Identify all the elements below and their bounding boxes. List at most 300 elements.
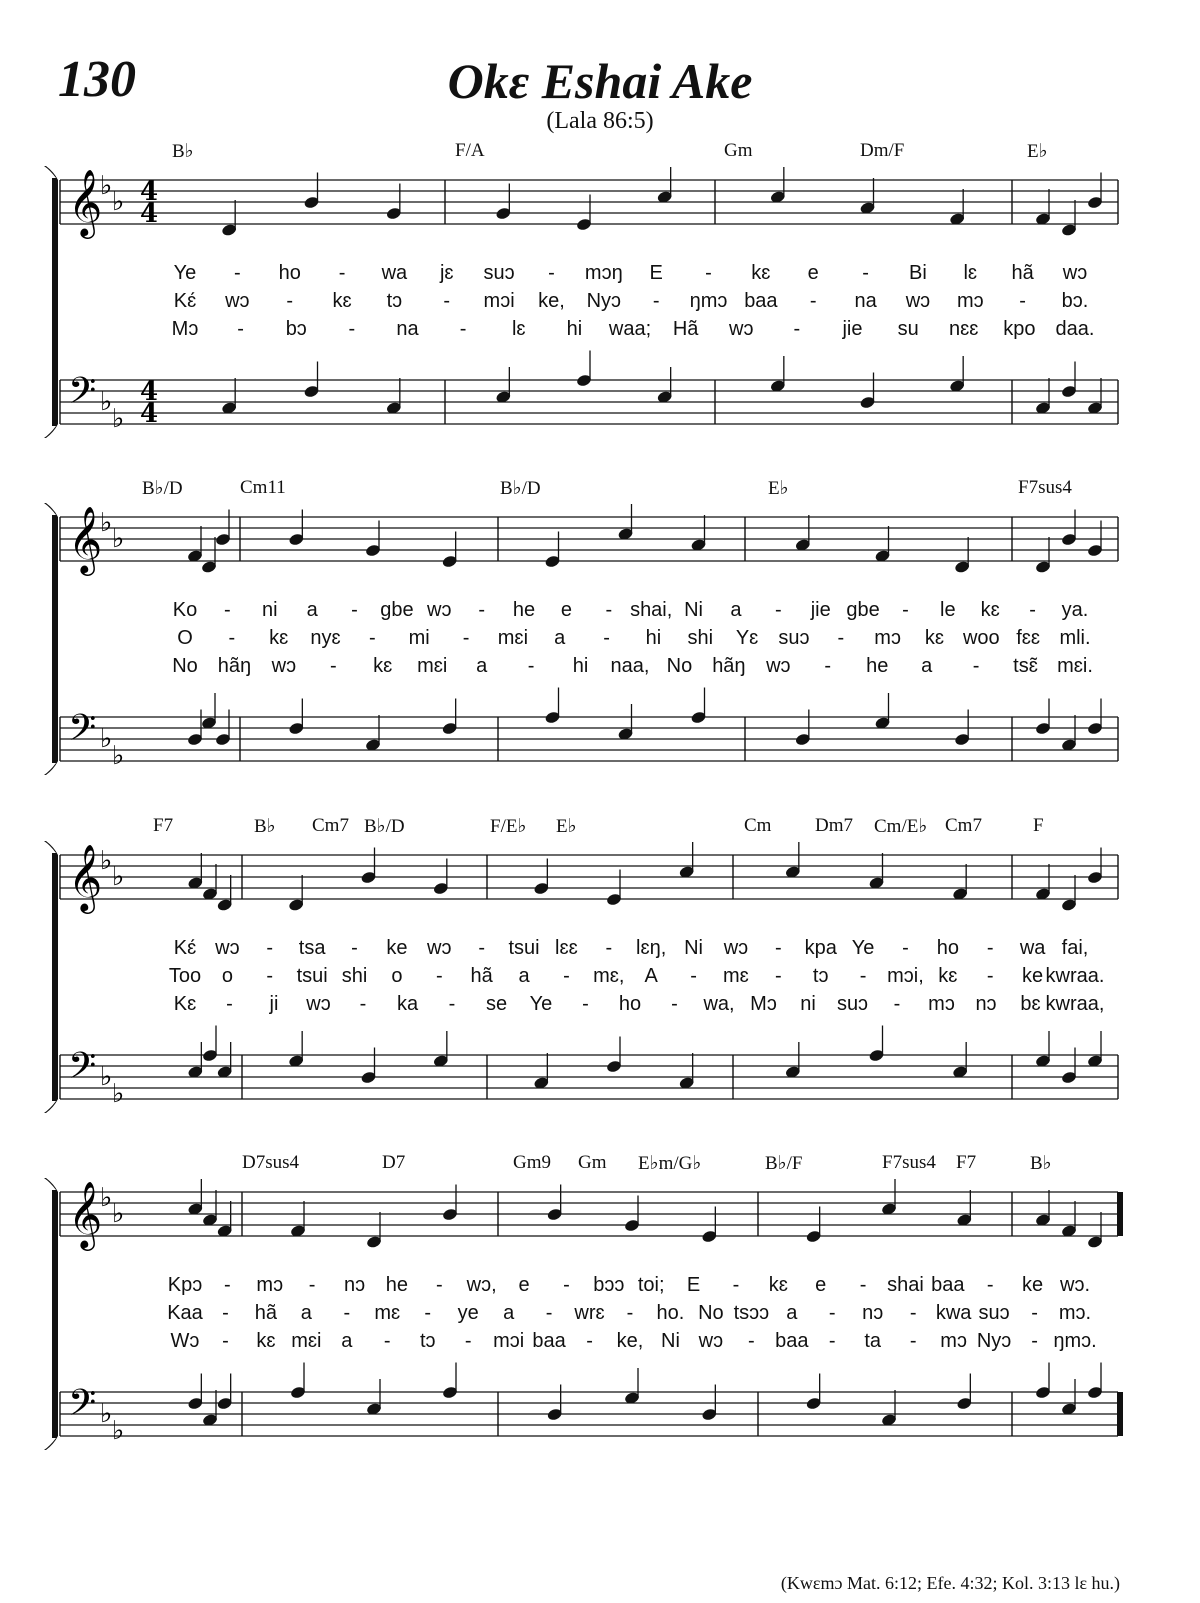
lyric-syllable-verse-1: Ye (851, 937, 875, 959)
lyric-syllable-verse-3: Kɛ (173, 993, 197, 1015)
lyric-syllable-verse-1: - (563, 1274, 570, 1296)
lyric-syllable-verse-2: - (369, 627, 376, 649)
lyric-syllable-verse-3: a (341, 1330, 353, 1352)
lyric-syllable-verse-3: ji (269, 993, 279, 1015)
chord-symbol: Cm (744, 815, 772, 836)
lyric-syllable-verse-3: wɔ (729, 318, 754, 340)
flat-sign: ♭ (112, 404, 125, 434)
lyric-syllable-verse-1: - (774, 937, 782, 959)
lyric-syllable-verse-1: toi; (637, 1274, 665, 1296)
lyric-syllable-verse-1: hã (1011, 262, 1034, 284)
flat-sign: ♭ (100, 387, 113, 417)
lyric-syllable-verse-2: wɔ (225, 290, 250, 312)
lyric-syllable-verse-3: hi (566, 318, 583, 340)
chord-symbol: Cm11 (240, 477, 286, 498)
hymn-title: Okɛ Eshai Ake (447, 53, 753, 109)
lyric-syllable-verse-1: lɛŋ, (636, 937, 667, 959)
lyric-syllable-verse-1: Ye (173, 262, 197, 284)
lyric-syllable-verse-2: ke, (538, 290, 565, 312)
bass-clef: 𝄢 (68, 1382, 97, 1433)
chord-symbol: E♭ (1027, 141, 1048, 162)
flat-sign: ♭ (100, 171, 113, 201)
chord-symbol: F/E♭ (490, 816, 527, 837)
lyric-syllable-verse-1: - (224, 1274, 231, 1296)
lyric-syllable-verse-2: a (300, 1302, 312, 1324)
lyric-syllable-verse-3: su (897, 318, 919, 340)
lyric-syllable-verse-2: kwa (935, 1302, 972, 1324)
lyric-syllable-verse-3: baa (775, 1330, 809, 1352)
chord-symbol: B♭/D (142, 478, 183, 499)
lyric-syllable-verse-3: - (237, 318, 244, 340)
lyric-syllable-verse-2: o (391, 965, 403, 987)
lyric-syllable-verse-2: kɛ (269, 627, 289, 649)
lyric-syllable-verse-1: - (605, 937, 613, 959)
lyric-syllable-verse-1: nɔ (343, 1274, 366, 1296)
lyric-syllable-verse-2: - (652, 290, 660, 312)
lyric-syllable-verse-1: he (385, 1274, 409, 1296)
lyric-syllable-verse-1: Ko (172, 599, 198, 621)
lyric-syllable-verse-3: wa, (703, 993, 735, 1015)
chord-symbol: F/A (455, 140, 485, 161)
lyric-syllable-verse-2: mli. (1059, 627, 1091, 649)
lyric-syllable-verse-3: - (893, 993, 901, 1015)
lyric-syllable-verse-1: wɔ. (1060, 1274, 1090, 1296)
lyric-syllable-verse-2: - (603, 627, 610, 649)
lyric-syllable-verse-2: kɛ (332, 290, 352, 312)
lyric-syllable-verse-1: wɔ (427, 599, 452, 621)
final-barline (1117, 1392, 1123, 1436)
lyric-syllable-verse-3: kɛ (256, 1330, 276, 1352)
lyric-syllable-verse-3: ka (396, 993, 419, 1015)
lyric-syllable-verse-3: ke, (616, 1330, 644, 1352)
lyric-syllable-verse-2: na (854, 290, 877, 312)
lyric-syllable-verse-1: fai, (1061, 937, 1089, 959)
lyric-syllable-verse-1: ni (261, 599, 278, 621)
flat-sign: ♭ (112, 862, 125, 892)
lyric-syllable-verse-2: mɛ, (593, 965, 625, 987)
lyric-syllable-verse-3: - (582, 993, 589, 1015)
flat-sign: ♭ (100, 846, 113, 876)
lyric-syllable-verse-2: Too (168, 965, 202, 987)
lyric-syllable-verse-1: mɔ (256, 1274, 284, 1296)
lyric-syllable-verse-1: - (859, 1274, 867, 1296)
flat-sign: ♭ (112, 1199, 125, 1229)
lyric-syllable-verse-2: ho. (656, 1302, 685, 1324)
lyric-syllable-verse-2: hã (470, 965, 493, 987)
lyric-syllable-verse-2: mɛi (497, 627, 529, 649)
lyric-syllable-verse-3: Mɔ (171, 318, 199, 340)
lyric-syllable-verse-3: Nyɔ (976, 1330, 1012, 1352)
lyric-syllable-verse-1: suɔ (483, 262, 515, 284)
flat-sign: ♭ (100, 1399, 113, 1429)
lyric-syllable-verse-1: lɛ (963, 262, 978, 284)
lyric-syllable-verse-2: - (266, 965, 274, 987)
lyric-syllable-verse-3: lɛ (511, 318, 526, 340)
lyric-syllable-verse-1: - (548, 262, 555, 284)
lyric-syllable-verse-2: O (177, 627, 193, 649)
time-signature: 4 (140, 399, 159, 429)
lyric-syllable-verse-2: mɛ (374, 1302, 401, 1324)
lyric-syllable-verse-2: shi (341, 965, 368, 987)
bass-clef: 𝄢 (68, 370, 97, 421)
lyric-syllable-verse-2: - (690, 965, 697, 987)
flat-sign: ♭ (112, 1079, 125, 1109)
staff-system-3 (0, 843, 1200, 1125)
lyric-syllable-verse-2: - (343, 1302, 351, 1324)
treble-clef: 𝄞 (68, 168, 103, 236)
lyric-syllable-verse-3: - (793, 318, 801, 340)
lyric-syllable-verse-3: - (383, 1330, 391, 1352)
lyric-syllable-verse-3: hãŋ (217, 655, 252, 677)
lyric-syllable-verse-1: - (862, 262, 869, 284)
lyric-syllable-verse-2: a (786, 1302, 798, 1324)
lyric-syllable-verse-3: wɔ (766, 655, 791, 677)
chord-symbol: Cm/E♭ (874, 816, 928, 837)
lyric-syllable-verse-3: No (172, 655, 198, 677)
lyric-syllable-verse-3: - (824, 655, 832, 677)
lyric-syllable-verse-1: - (478, 937, 485, 959)
lyric-syllable-verse-1: kɛ (751, 262, 771, 284)
lyric-syllable-verse-1: ya. (1061, 599, 1089, 621)
chord-symbol: E♭ (556, 816, 577, 837)
lyric-syllable-verse-1: - (732, 1274, 740, 1296)
lyric-syllable-verse-3: - (359, 993, 367, 1015)
lyric-syllable-verse-1: - (902, 599, 909, 621)
lyric-syllable-verse-1: E (686, 1274, 701, 1296)
lyric-syllable-verse-1: - (338, 262, 346, 284)
lyric-syllable-verse-2: wrɛ (574, 1302, 605, 1324)
chord-symbol: F7 (153, 815, 174, 836)
lyric-syllable-verse-3: tɔ (419, 1330, 436, 1352)
lyric-syllable-verse-3: ni (800, 993, 816, 1015)
lyric-syllable-verse-2: - (545, 1302, 553, 1324)
lyric-syllable-verse-2: - (424, 1302, 432, 1324)
lyric-syllable-verse-3: Mɔ (750, 993, 777, 1015)
chord-symbol: Gm (578, 1152, 607, 1173)
lyric-syllable-verse-2: nɔ (862, 1302, 884, 1324)
lyric-syllable-verse-2: wɔ (905, 290, 931, 312)
flat-sign: ♭ (112, 741, 125, 771)
lyric-syllable-verse-2: Nyɔ (586, 290, 622, 312)
lyric-syllable-verse-3: wɔ (271, 655, 297, 677)
lyric-syllable-verse-3: baa (532, 1330, 566, 1352)
lyric-syllable-verse-2: - (228, 627, 236, 649)
chord-symbol: E♭m/G♭ (638, 1153, 702, 1174)
chord-symbol: B♭ (172, 141, 194, 162)
lyric-syllable-verse-3: na (396, 318, 419, 340)
chord-symbol: Gm9 (513, 1152, 551, 1173)
lyric-syllable-verse-1: shai, (630, 599, 673, 621)
lyric-syllable-verse-3: - (226, 993, 233, 1015)
lyric-syllable-verse-3: waa; (608, 318, 652, 340)
lyric-syllable-verse-2: hi (645, 627, 662, 649)
lyric-syllable-verse-1: - (605, 599, 613, 621)
scripture-footnote: (Kwɛmɔ Mat. 6:12; Efe. 4:32; Kol. 3:13 lɛ hu.) (780, 1573, 1120, 1593)
lyric-syllable-verse-2: - (1031, 1302, 1038, 1324)
lyric-syllable-verse-1: wɔ (427, 937, 452, 959)
lyric-syllable-verse-1: a (730, 599, 742, 621)
lyric-syllable-verse-3: - (748, 1330, 755, 1352)
lyric-syllable-verse-2: - (909, 1302, 917, 1324)
lyric-syllable-verse-1: - (266, 937, 274, 959)
lyric-syllable-verse-3: hãŋ (712, 655, 746, 677)
lyric-syllable-verse-1: e (815, 1274, 827, 1296)
lyric-syllable-verse-3: he (866, 655, 889, 677)
lyric-syllable-verse-3: wɔ (698, 1330, 724, 1352)
lyric-syllable-verse-3: - (909, 1330, 917, 1352)
lyric-syllable-verse-2: - (462, 627, 470, 649)
chord-symbol: B♭/F (765, 1153, 803, 1174)
lyric-syllable-verse-2: kɛ (924, 627, 945, 649)
lyric-syllable-verse-2: suɔ (978, 1302, 1010, 1324)
lyric-syllable-verse-2: mi (408, 627, 430, 649)
lyric-syllable-verse-2: mɔ (874, 627, 901, 649)
lyric-syllable-verse-2: ye (457, 1302, 479, 1324)
chord-symbol: F7 (956, 1152, 977, 1173)
lyric-syllable-verse-1: wɔ (723, 937, 749, 959)
lyric-syllable-verse-1: a (306, 599, 318, 621)
lyric-syllable-verse-2: - (774, 965, 782, 987)
lyric-syllable-verse-1: ho (278, 262, 301, 284)
lyric-syllable-verse-1: e (807, 262, 819, 284)
lyric-syllable-verse-2: - (809, 290, 817, 312)
lyric-syllable-verse-1: lɛɛ (555, 937, 578, 959)
time-signature: 4 (140, 199, 159, 229)
lyric-syllable-verse-1: - (224, 599, 231, 621)
chord-symbol: B♭ (1030, 1153, 1052, 1174)
lyric-syllable-verse-1: - (774, 599, 782, 621)
lyric-syllable-verse-1: - (308, 1274, 316, 1296)
lyric-syllable-verse-2: - (837, 627, 845, 649)
lyric-syllable-verse-2: Yɛ (735, 627, 759, 649)
lyric-syllable-verse-2: ke (1022, 965, 1044, 987)
lyric-syllable-verse-2: woo (962, 627, 1000, 649)
flat-sign: ♭ (100, 1062, 113, 1092)
lyric-syllable-verse-1: Kɛ́ (173, 937, 197, 959)
lyric-syllable-verse-2: - (563, 965, 570, 987)
lyric-syllable-verse-2: shi (687, 627, 714, 649)
lyric-syllable-verse-3: nɔ (975, 993, 997, 1015)
chord-symbol: E♭ (768, 478, 789, 499)
lyric-syllable-verse-2: baa (744, 290, 778, 312)
lyric-syllable-verse-2: suɔ (778, 627, 810, 649)
lyric-syllable-verse-2: - (435, 965, 443, 987)
lyric-syllable-verse-1: - (1029, 599, 1036, 621)
lyric-syllable-verse-1: wa (381, 262, 408, 284)
lyric-syllable-verse-3: Ni (661, 1330, 680, 1352)
lyric-syllable-verse-3: - (671, 993, 678, 1015)
lyric-syllable-verse-3: tsɛ̃ (1013, 655, 1038, 677)
lyric-syllable-verse-1: ke (386, 937, 408, 959)
lyric-syllable-verse-3: nɛɛ (949, 318, 979, 340)
flat-sign: ♭ (112, 1416, 125, 1446)
lyric-syllable-verse-2: - (222, 1302, 229, 1324)
lyric-syllable-verse-3: ŋmɔ. (1053, 1330, 1097, 1352)
lyric-syllable-verse-3: daa. (1055, 318, 1095, 340)
lyric-syllable-verse-2: - (986, 965, 994, 987)
lyric-syllable-verse-1: jie (810, 599, 831, 621)
bracket-bar (52, 515, 57, 763)
chord-symbol: Gm (724, 140, 753, 161)
lyric-syllable-verse-1: E (649, 262, 663, 284)
lyric-syllable-verse-3: a (476, 655, 488, 677)
hymn-number: 130 (58, 51, 136, 108)
chord-symbol: B♭/D (500, 478, 541, 499)
lyric-syllable-verse-2: hã (254, 1302, 278, 1324)
lyric-syllable-verse-3: kɛ (373, 655, 393, 677)
treble-clef: 𝄞 (68, 505, 103, 573)
lyric-syllable-verse-1: jɛ (439, 262, 454, 284)
lyric-syllable-verse-2: mɔ. (1058, 1302, 1092, 1324)
lyric-syllable-verse-1: - (986, 937, 994, 959)
lyric-syllable-verse-2: - (1019, 290, 1026, 312)
lyric-syllable-verse-2: tɔ (386, 290, 403, 312)
lyric-syllable-verse-2: a (554, 627, 566, 649)
lyric-syllable-verse-3: ho (618, 993, 642, 1015)
lyric-syllable-verse-3: hi (572, 655, 589, 677)
lyric-syllable-verse-1: - (478, 599, 485, 621)
lyric-syllable-verse-3: naa, (610, 655, 650, 677)
lyric-syllable-verse-3: mɔ (928, 993, 955, 1015)
lyric-syllable-verse-3: se (485, 993, 508, 1015)
lyric-syllable-verse-3: mɛi. (1057, 655, 1093, 677)
lyric-syllable-verse-2: - (859, 965, 867, 987)
lyric-syllable-verse-3: Wɔ (170, 1330, 200, 1352)
bass-clef: 𝄢 (68, 1045, 97, 1096)
lyric-syllable-verse-2: tsui (296, 965, 328, 987)
lyric-syllable-verse-1: - (351, 937, 358, 959)
lyric-syllable-verse-1: tsui (508, 937, 540, 959)
hymn-reference: (Lala 86:5) (546, 108, 654, 134)
flat-sign: ♭ (112, 524, 125, 554)
bracket-bar (52, 178, 57, 426)
lyric-syllable-verse-3: ta (864, 1330, 882, 1352)
lyric-syllable-verse-3: mɛi (417, 655, 448, 677)
lyric-syllable-verse-3: - (329, 655, 337, 677)
lyric-syllable-verse-1: wɔ (1062, 262, 1088, 284)
lyric-syllable-verse-2: - (286, 290, 294, 312)
chord-symbol: D7sus4 (242, 1152, 300, 1173)
lyric-syllable-verse-1: - (902, 937, 909, 959)
lyric-syllable-verse-2: tsɔɔ (733, 1302, 770, 1324)
lyric-syllable-verse-1: gbe (380, 599, 414, 621)
lyric-syllable-verse-2: A (644, 965, 658, 987)
lyric-syllable-verse-1: kɛ (768, 1274, 788, 1296)
chord-symbol: B♭ (254, 816, 276, 837)
lyric-syllable-verse-2: No (698, 1302, 724, 1324)
lyric-syllable-verse-1: le (940, 599, 956, 621)
lyric-syllable-verse-2: - (626, 1302, 634, 1324)
lyric-syllable-verse-3: jie (842, 318, 863, 340)
lyric-syllable-verse-3: Hã (672, 318, 699, 340)
lyric-syllable-verse-3: - (348, 318, 356, 340)
lyric-syllable-verse-1: mɔŋ (584, 262, 623, 284)
lyric-syllable-verse-1: kpa (804, 937, 837, 959)
lyric-syllable-verse-1: wɔ, (466, 1274, 497, 1296)
chord-symbol: B♭/D (364, 816, 405, 837)
lyric-syllable-verse-3: No (666, 655, 693, 677)
lyric-syllable-verse-3: - (527, 655, 535, 677)
lyric-syllable-verse-1: tsa (298, 937, 326, 959)
lyric-syllable-verse-1: ke (1022, 1274, 1044, 1296)
lyric-syllable-verse-3: a (921, 655, 933, 677)
lyric-syllable-verse-2: tɔ (812, 965, 829, 987)
chord-symbol: F7sus4 (882, 1152, 936, 1173)
lyric-syllable-verse-1: - (234, 262, 241, 284)
lyric-syllable-verse-3: kwraa, (1045, 993, 1105, 1015)
chord-symbol: Cm7 (312, 815, 349, 836)
lyric-syllable-verse-2: kwraa. (1045, 965, 1105, 987)
lyric-syllable-verse-1: ho (936, 937, 959, 959)
time-signature: 4 (140, 177, 159, 207)
lyric-syllable-verse-2: - (828, 1302, 836, 1324)
lyric-syllable-verse-1: kɛ (980, 599, 1000, 621)
lyric-syllable-verse-3: kpo (1003, 318, 1036, 340)
staff-system-2 (0, 505, 1200, 787)
lyric-syllable-verse-1: e (518, 1274, 530, 1296)
lyric-syllable-verse-1: Bi (909, 262, 927, 284)
lyric-syllable-verse-3: - (586, 1330, 593, 1352)
lyric-syllable-verse-3: Ye (529, 993, 553, 1015)
lyric-syllable-verse-1: - (351, 599, 358, 621)
lyric-syllable-verse-1: Ni (684, 937, 704, 959)
flat-sign: ♭ (112, 187, 125, 217)
chord-symbol: D7 (382, 1152, 406, 1173)
staff-system-4 (0, 1180, 1200, 1462)
flat-sign: ♭ (100, 508, 113, 538)
lyric-syllable-verse-1: gbe (846, 599, 880, 621)
lyric-syllable-verse-3: bɛ (1020, 993, 1041, 1015)
lyric-syllable-verse-2: Kaa (167, 1302, 203, 1324)
lyric-syllable-verse-3: - (459, 318, 467, 340)
lyric-syllable-verse-1: Ni (684, 599, 704, 621)
lyric-syllable-verse-2: fɛɛ (1016, 627, 1041, 649)
lyric-syllable-verse-2: Kɛ́ (173, 290, 197, 312)
chord-symbol: Dm/F (860, 140, 905, 161)
lyric-syllable-verse-3: - (448, 993, 456, 1015)
lyric-syllable-verse-3: - (464, 1330, 472, 1352)
lyric-syllable-verse-2: o (221, 965, 233, 987)
lyric-syllable-verse-3: - (828, 1330, 836, 1352)
lyric-syllable-verse-3: wɔ (306, 993, 331, 1015)
lyric-syllable-verse-1: wɔ (215, 937, 240, 959)
lyric-syllable-verse-1: he (512, 599, 536, 621)
lyric-syllable-verse-2: mɔi (483, 290, 515, 312)
lyric-syllable-verse-3: mɛi (291, 1330, 322, 1352)
lyric-syllable-verse-3: - (972, 655, 980, 677)
flat-sign: ♭ (100, 724, 113, 754)
lyric-syllable-verse-1: - (986, 1274, 994, 1296)
lyric-syllable-verse-2: mɛ (723, 965, 749, 987)
lyric-syllable-verse-1: shai (887, 1274, 924, 1296)
lyric-syllable-verse-2: mɔi, (887, 965, 924, 987)
lyric-syllable-verse-3: mɔ (940, 1330, 967, 1352)
lyric-syllable-verse-2: nyɛ (310, 627, 341, 649)
lyric-syllable-verse-1: Kpɔ (167, 1274, 203, 1296)
lyric-syllable-verse-3: bɔ (285, 318, 307, 340)
lyric-syllable-verse-2: kɛ (938, 965, 958, 987)
lyric-syllable-verse-1: - (435, 1274, 443, 1296)
bracket-bar (52, 1190, 57, 1438)
final-barline (1117, 1192, 1123, 1236)
lyric-syllable-verse-3: - (1031, 1330, 1038, 1352)
lyric-syllable-verse-2: - (443, 290, 451, 312)
time-signature: 4 (140, 377, 159, 407)
staff-system-1 (0, 168, 1200, 450)
lyric-syllable-verse-2: mɔ (956, 290, 984, 312)
bracket-bar (52, 853, 57, 1101)
chord-symbol: F7sus4 (1018, 477, 1072, 498)
